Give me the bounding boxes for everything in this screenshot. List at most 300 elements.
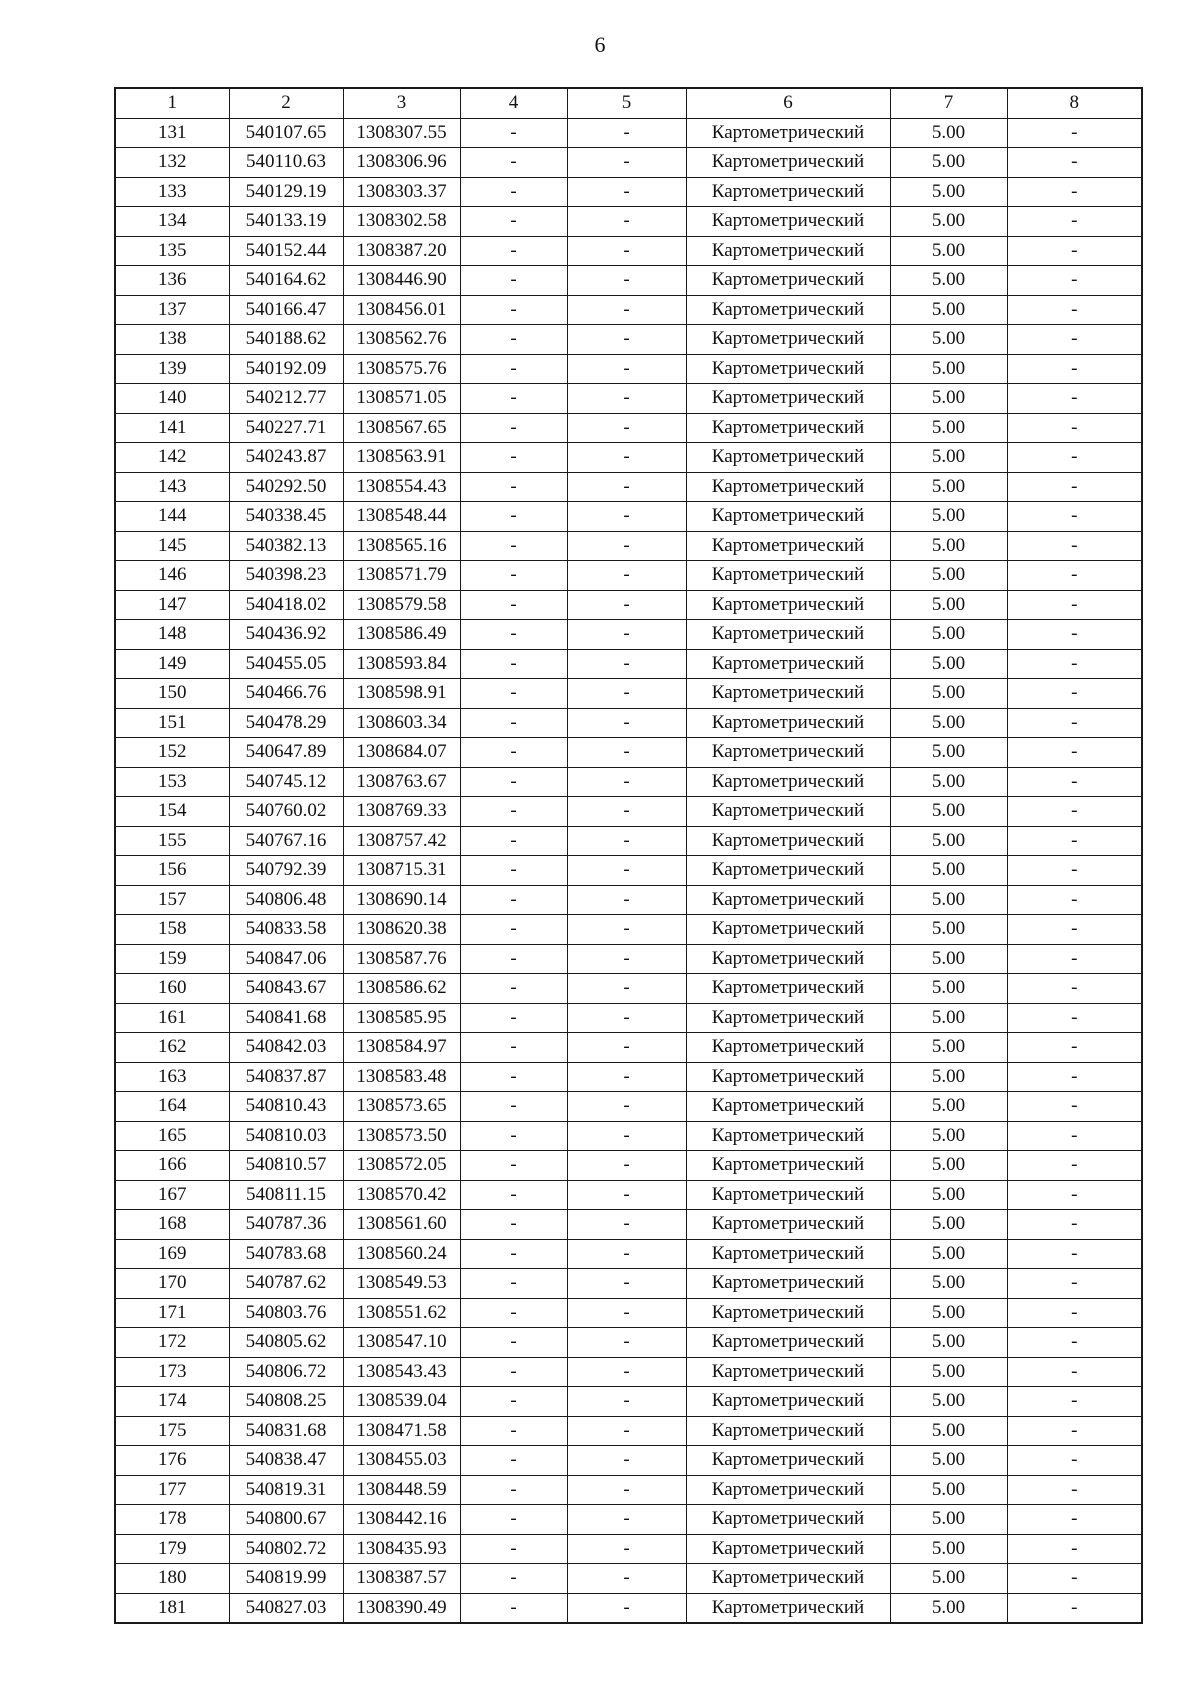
table-row: [115, 118, 1142, 148]
table-cell: Картометрический: [686, 325, 890, 355]
table-cell: 139: [115, 354, 229, 384]
table-cell: 1308562.76: [343, 325, 460, 355]
table-cell: -: [1007, 1387, 1142, 1417]
table-row: [115, 502, 1142, 532]
table-cell: -: [460, 1505, 567, 1535]
table-cell: -: [567, 207, 686, 237]
table-row: [115, 266, 1142, 296]
table-cell: 540787.62: [229, 1269, 343, 1299]
table-cell: Картометрический: [686, 118, 890, 148]
table-cell: Картометрический: [686, 295, 890, 325]
table-cell: Картометрический: [686, 384, 890, 414]
table-cell: 5.00: [890, 944, 1007, 974]
table-cell: -: [460, 649, 567, 679]
table-cell: -: [1007, 1003, 1142, 1033]
table-cell: 5.00: [890, 1328, 1007, 1358]
table-cell: -: [1007, 738, 1142, 768]
table-cell: 540418.02: [229, 590, 343, 620]
table-cell: -: [1007, 1416, 1142, 1446]
table-cell: -: [567, 177, 686, 207]
table-cell: 1308543.43: [343, 1357, 460, 1387]
table-cell: -: [460, 531, 567, 561]
table-cell: -: [1007, 325, 1142, 355]
table-row: [115, 767, 1142, 797]
table-cell: Картометрический: [686, 1033, 890, 1063]
table-cell: -: [460, 502, 567, 532]
table-cell: Картометрический: [686, 1357, 890, 1387]
table-cell: -: [1007, 1357, 1142, 1387]
table-row: [115, 590, 1142, 620]
table-cell: -: [1007, 177, 1142, 207]
table-cell: 540398.23: [229, 561, 343, 591]
table-row: [115, 1387, 1142, 1417]
table-row: [115, 856, 1142, 886]
table-row: [115, 1328, 1142, 1358]
column-header: 4: [460, 88, 567, 118]
table-row: [115, 1033, 1142, 1063]
table-cell: 540783.68: [229, 1239, 343, 1269]
table-row: [115, 413, 1142, 443]
table-cell: 540819.31: [229, 1475, 343, 1505]
table-cell: 1308456.01: [343, 295, 460, 325]
table-cell: 1308571.05: [343, 384, 460, 414]
table-cell: -: [1007, 767, 1142, 797]
table-cell: 162: [115, 1033, 229, 1063]
table-cell: -: [567, 1062, 686, 1092]
table-cell: -: [567, 561, 686, 591]
table-cell: -: [1007, 472, 1142, 502]
table-cell: -: [567, 413, 686, 443]
table-cell: 5.00: [890, 1534, 1007, 1564]
table-cell: 1308547.10: [343, 1328, 460, 1358]
table-cell: 5.00: [890, 1505, 1007, 1535]
table-cell: 1308593.84: [343, 649, 460, 679]
table-cell: -: [567, 826, 686, 856]
table-cell: -: [460, 1357, 567, 1387]
table-row: [115, 708, 1142, 738]
table-cell: -: [460, 944, 567, 974]
table-row: [115, 1269, 1142, 1299]
table-row: [115, 826, 1142, 856]
table-cell: Картометрический: [686, 1593, 890, 1623]
table-cell: -: [460, 1033, 567, 1063]
table-cell: Картометрический: [686, 177, 890, 207]
table-cell: -: [1007, 1210, 1142, 1240]
table-cell: 540212.77: [229, 384, 343, 414]
table-cell: -: [460, 679, 567, 709]
table-cell: -: [460, 1328, 567, 1358]
table-cell: 1308390.49: [343, 1593, 460, 1623]
table-cell: 540805.62: [229, 1328, 343, 1358]
table-cell: 1308586.62: [343, 974, 460, 1004]
table-cell: -: [1007, 797, 1142, 827]
table-cell: -: [567, 472, 686, 502]
table-cell: 1308387.20: [343, 236, 460, 266]
table-cell: -: [460, 1475, 567, 1505]
table-cell: 540792.39: [229, 856, 343, 886]
table-row: [115, 1564, 1142, 1594]
table-cell: 1308306.96: [343, 148, 460, 178]
table-cell: -: [460, 236, 567, 266]
table-cell: -: [567, 620, 686, 650]
table-cell: 540647.89: [229, 738, 343, 768]
table-row: [115, 443, 1142, 473]
table-cell: -: [460, 384, 567, 414]
table-cell: -: [460, 915, 567, 945]
table-cell: 540831.68: [229, 1416, 343, 1446]
table-row: [115, 797, 1142, 827]
table-cell: 147: [115, 590, 229, 620]
table-cell: 540810.43: [229, 1092, 343, 1122]
table-cell: -: [1007, 590, 1142, 620]
table-cell: 540107.65: [229, 118, 343, 148]
table-cell: 5.00: [890, 679, 1007, 709]
table-cell: -: [460, 797, 567, 827]
table-cell: 540800.67: [229, 1505, 343, 1535]
table-cell: -: [460, 1564, 567, 1594]
table-cell: -: [460, 1416, 567, 1446]
table-cell: 1308585.95: [343, 1003, 460, 1033]
table-cell: 5.00: [890, 502, 1007, 532]
table-cell: 168: [115, 1210, 229, 1240]
table-cell: -: [460, 413, 567, 443]
table-cell: 1308442.16: [343, 1505, 460, 1535]
table-cell: 1308684.07: [343, 738, 460, 768]
table-cell: 5.00: [890, 1416, 1007, 1446]
table-cell: 178: [115, 1505, 229, 1535]
table-cell: -: [1007, 1033, 1142, 1063]
table-cell: Картометрический: [686, 1505, 890, 1535]
table-cell: -: [460, 1180, 567, 1210]
table-cell: Картометрический: [686, 266, 890, 296]
table-cell: -: [567, 295, 686, 325]
table-cell: Картометрический: [686, 649, 890, 679]
table-cell: Картометрический: [686, 797, 890, 827]
table-cell: -: [1007, 856, 1142, 886]
table-cell: -: [567, 1387, 686, 1417]
table-cell: 166: [115, 1151, 229, 1181]
table-cell: Картометрический: [686, 207, 890, 237]
table-cell: 540166.47: [229, 295, 343, 325]
table-cell: 5.00: [890, 974, 1007, 1004]
table-cell: 540760.02: [229, 797, 343, 827]
table-cell: -: [1007, 620, 1142, 650]
table-cell: Картометрический: [686, 1298, 890, 1328]
table-cell: 1308586.49: [343, 620, 460, 650]
table-cell: 131: [115, 118, 229, 148]
table-cell: Картометрический: [686, 1534, 890, 1564]
table-cell: -: [1007, 531, 1142, 561]
table-cell: 540810.03: [229, 1121, 343, 1151]
table-cell: 540466.76: [229, 679, 343, 709]
table-cell: 1308471.58: [343, 1416, 460, 1446]
table-cell: -: [1007, 1593, 1142, 1623]
table-cell: -: [1007, 354, 1142, 384]
table-cell: 5.00: [890, 915, 1007, 945]
table-cell: Картометрический: [686, 1210, 890, 1240]
table-header: [115, 88, 1142, 118]
table-cell: 540192.09: [229, 354, 343, 384]
table-cell: -: [567, 944, 686, 974]
table-cell: 540455.05: [229, 649, 343, 679]
table-cell: 5.00: [890, 620, 1007, 650]
table-cell: 1308560.24: [343, 1239, 460, 1269]
table-cell: 5.00: [890, 325, 1007, 355]
table-row: [115, 472, 1142, 502]
table-cell: 142: [115, 443, 229, 473]
table-row: [115, 620, 1142, 650]
table-cell: -: [567, 708, 686, 738]
column-header: 1: [115, 88, 229, 118]
table-cell: 172: [115, 1328, 229, 1358]
table-cell: 1308448.59: [343, 1475, 460, 1505]
table-cell: 5.00: [890, 1033, 1007, 1063]
table-cell: -: [460, 266, 567, 296]
table-cell: -: [1007, 1151, 1142, 1181]
table-cell: -: [460, 856, 567, 886]
table-cell: -: [1007, 443, 1142, 473]
table-cell: 5.00: [890, 472, 1007, 502]
table-cell: -: [567, 1092, 686, 1122]
table-cell: 167: [115, 1180, 229, 1210]
table-row: [115, 236, 1142, 266]
table-row: [115, 1505, 1142, 1535]
table-cell: 180: [115, 1564, 229, 1594]
table-cell: 152: [115, 738, 229, 768]
table-cell: 540767.16: [229, 826, 343, 856]
table-cell: Картометрический: [686, 767, 890, 797]
table-cell: -: [567, 384, 686, 414]
table-cell: 540164.62: [229, 266, 343, 296]
table-cell: -: [567, 1357, 686, 1387]
table-cell: 1308561.60: [343, 1210, 460, 1240]
table-cell: 540243.87: [229, 443, 343, 473]
table-cell: Картометрический: [686, 885, 890, 915]
table-cell: 5.00: [890, 1180, 1007, 1210]
table-cell: -: [567, 1298, 686, 1328]
table-cell: 160: [115, 974, 229, 1004]
table-cell: 144: [115, 502, 229, 532]
table-cell: -: [567, 679, 686, 709]
table-cell: -: [460, 325, 567, 355]
table-cell: -: [567, 325, 686, 355]
table-cell: 171: [115, 1298, 229, 1328]
column-header: 7: [890, 88, 1007, 118]
table-row: [115, 1593, 1142, 1623]
table-cell: 1308551.62: [343, 1298, 460, 1328]
table-cell: -: [567, 738, 686, 768]
table-cell: -: [567, 236, 686, 266]
table-cell: 143: [115, 472, 229, 502]
table-cell: -: [460, 738, 567, 768]
table-cell: -: [567, 443, 686, 473]
table-cell: Картометрический: [686, 974, 890, 1004]
table-cell: -: [1007, 649, 1142, 679]
table-cell: 1308303.37: [343, 177, 460, 207]
table-cell: 155: [115, 826, 229, 856]
table-cell: 540819.99: [229, 1564, 343, 1594]
table-body: [115, 118, 1142, 1623]
table-cell: 173: [115, 1357, 229, 1387]
table-cell: -: [460, 1210, 567, 1240]
table-cell: 1308548.44: [343, 502, 460, 532]
table-cell: -: [567, 1239, 686, 1269]
column-header: 5: [567, 88, 686, 118]
table-cell: 154: [115, 797, 229, 827]
table-cell: 540827.03: [229, 1593, 343, 1623]
table-cell: -: [567, 118, 686, 148]
table-row: [115, 1446, 1142, 1476]
table-cell: -: [567, 1033, 686, 1063]
column-header: 3: [343, 88, 460, 118]
table-row: [115, 885, 1142, 915]
table-cell: 1308455.03: [343, 1446, 460, 1476]
table-cell: -: [460, 1269, 567, 1299]
table-cell: Картометрический: [686, 502, 890, 532]
table-cell: 540382.13: [229, 531, 343, 561]
column-header: 2: [229, 88, 343, 118]
table-cell: -: [1007, 413, 1142, 443]
column-header: 6: [686, 88, 890, 118]
table-cell: -: [567, 266, 686, 296]
table-cell: 540152.44: [229, 236, 343, 266]
table-cell: 5.00: [890, 885, 1007, 915]
table-cell: Картометрический: [686, 236, 890, 266]
table-cell: -: [1007, 1446, 1142, 1476]
table-cell: -: [567, 856, 686, 886]
table-row: [115, 1092, 1142, 1122]
table-cell: 1308567.65: [343, 413, 460, 443]
table-cell: -: [567, 1593, 686, 1623]
table-cell: Картометрический: [686, 413, 890, 443]
table-cell: -: [460, 561, 567, 591]
table-row: [115, 1475, 1142, 1505]
table-cell: -: [567, 1416, 686, 1446]
table-cell: Картометрический: [686, 679, 890, 709]
table-cell: -: [460, 590, 567, 620]
table-cell: -: [1007, 708, 1142, 738]
table-cell: -: [460, 885, 567, 915]
table-cell: 158: [115, 915, 229, 945]
table-cell: -: [567, 1210, 686, 1240]
table-cell: 540478.29: [229, 708, 343, 738]
column-header: 8: [1007, 88, 1142, 118]
table-cell: 540745.12: [229, 767, 343, 797]
table-cell: -: [1007, 561, 1142, 591]
table-cell: -: [567, 1534, 686, 1564]
table-cell: 5.00: [890, 531, 1007, 561]
table-cell: -: [567, 767, 686, 797]
table-cell: -: [1007, 266, 1142, 296]
table-cell: 132: [115, 148, 229, 178]
table-cell: 5.00: [890, 856, 1007, 886]
table-cell: 140: [115, 384, 229, 414]
table-cell: 540110.63: [229, 148, 343, 178]
table-cell: 156: [115, 856, 229, 886]
table-cell: 5.00: [890, 1239, 1007, 1269]
table-cell: Картометрический: [686, 1180, 890, 1210]
table-cell: -: [460, 1239, 567, 1269]
table-cell: 5.00: [890, 354, 1007, 384]
table-cell: Картометрический: [686, 1446, 890, 1476]
table-cell: 540841.68: [229, 1003, 343, 1033]
table-row: [115, 1298, 1142, 1328]
table-cell: Картометрический: [686, 148, 890, 178]
table-cell: Картометрический: [686, 1062, 890, 1092]
table-cell: 5.00: [890, 1564, 1007, 1594]
table-cell: -: [1007, 679, 1142, 709]
page-number: 6: [594, 32, 606, 57]
table-cell: -: [460, 708, 567, 738]
table-cell: 1308387.57: [343, 1564, 460, 1594]
table-cell: 179: [115, 1534, 229, 1564]
table-cell: 5.00: [890, 1475, 1007, 1505]
table-cell: 5.00: [890, 797, 1007, 827]
table-cell: -: [567, 590, 686, 620]
table-row: [115, 1062, 1142, 1092]
table-cell: -: [567, 1328, 686, 1358]
table-cell: Картометрический: [686, 826, 890, 856]
table-cell: 540802.72: [229, 1534, 343, 1564]
table-cell: 165: [115, 1121, 229, 1151]
table-cell: -: [1007, 1269, 1142, 1299]
table-row: [115, 148, 1142, 178]
table-cell: -: [460, 443, 567, 473]
table-cell: 149: [115, 649, 229, 679]
table-cell: 5.00: [890, 826, 1007, 856]
table-cell: 1308307.55: [343, 118, 460, 148]
table-row: [115, 944, 1142, 974]
header-row: [115, 88, 1142, 118]
table-cell: 133: [115, 177, 229, 207]
table-cell: -: [567, 1505, 686, 1535]
table-cell: -: [460, 1593, 567, 1623]
table-cell: -: [1007, 384, 1142, 414]
table-cell: -: [567, 354, 686, 384]
table-row: [115, 974, 1142, 1004]
table-cell: 1308757.42: [343, 826, 460, 856]
table-cell: 1308583.48: [343, 1062, 460, 1092]
table-cell: -: [1007, 915, 1142, 945]
table-cell: -: [460, 1151, 567, 1181]
table-cell: 1308575.76: [343, 354, 460, 384]
table-cell: 540803.76: [229, 1298, 343, 1328]
table-row: [115, 1121, 1142, 1151]
table-cell: 1308539.04: [343, 1387, 460, 1417]
table-cell: -: [567, 1180, 686, 1210]
table-cell: -: [460, 1387, 567, 1417]
table-row: [115, 354, 1142, 384]
table-cell: 1308435.93: [343, 1534, 460, 1564]
table-cell: -: [1007, 118, 1142, 148]
table-cell: -: [1007, 295, 1142, 325]
table-cell: 5.00: [890, 1298, 1007, 1328]
table-cell: 5.00: [890, 413, 1007, 443]
table-cell: 1308769.33: [343, 797, 460, 827]
table-cell: -: [567, 148, 686, 178]
table-cell: 1308554.43: [343, 472, 460, 502]
table-cell: -: [1007, 236, 1142, 266]
table-cell: -: [1007, 1534, 1142, 1564]
table-cell: Картометрический: [686, 738, 890, 768]
table-cell: -: [460, 1092, 567, 1122]
table-cell: 1308570.42: [343, 1180, 460, 1210]
table-cell: 540133.19: [229, 207, 343, 237]
table-cell: -: [460, 620, 567, 650]
table-cell: 5.00: [890, 443, 1007, 473]
table-cell: -: [567, 1003, 686, 1033]
table-cell: Картометрический: [686, 1121, 890, 1151]
